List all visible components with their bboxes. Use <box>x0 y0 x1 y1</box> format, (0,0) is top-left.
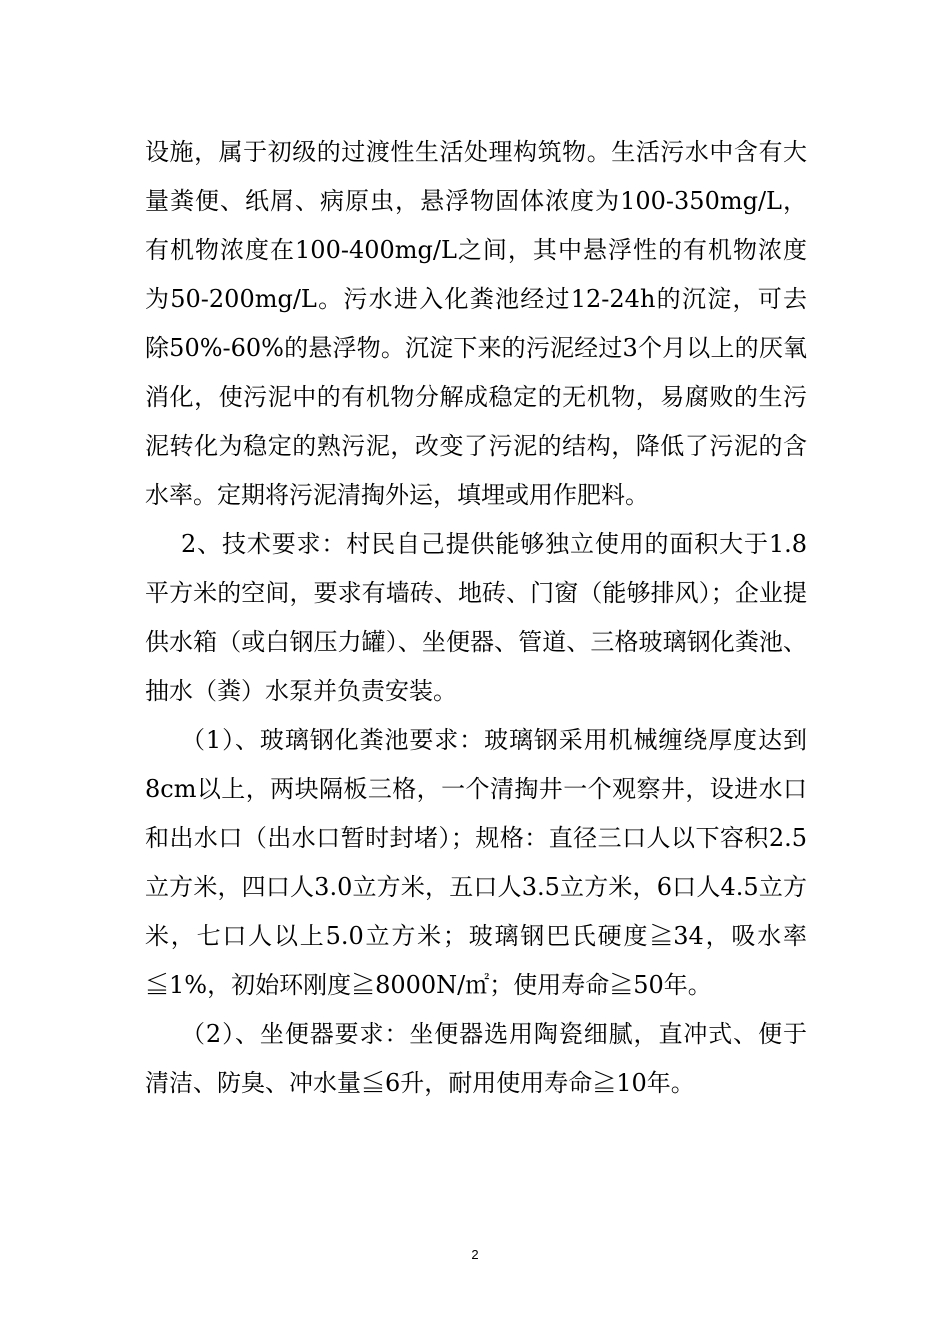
paragraph-continuation: 设施，属于初级的过渡性生活处理构筑物。生活污水中含有大量粪便、纸屑、病原虫，悬浮物固体浓度为100-350mg/L，有机物浓度在100-400mg/L之间，其中悬浮性的有机物浓度为50-200mg/L。污水进入化粪池经过12-24h的沉淀，可去除50%-60%的悬浮物。沉淀下来的污泥经过3个月以上的厌氧消化，使污泥中的有机物分解成稳定的无机物，易腐败的生污泥转化为稳定的熟污泥，改变了污泥的结构，降低了污泥的含水率。定期将污泥清掏外运，填埋或用作肥料。 <box>145 138 807 509</box>
page-body <box>145 128 807 1108</box>
paragraph-septic-tank-requirements: （1）、玻璃钢化粪池要求：玻璃钢采用机械缠绕厚度达到8cm以上，两块隔板三格，一个清掏井一个观察井，设进水口和出水口（出水口暂时封堵）；规格：直径三口人以下容积2.5立方米，四口人3.0立方米，五口人3.5立方米，6口人4.5立方米，七口人以上5.0立方米；玻璃钢巴氏硬度≧34，吸水率≦1%，初始环刚度≧8000N/㎡；使用寿命≧50年。 <box>145 726 807 999</box>
page-number: 2 <box>471 1247 479 1262</box>
paragraph-toilet-requirements: （2）、坐便器要求：坐便器选用陶瓷细腻，直冲式、便于清洁、防臭、冲水量≦6升，耐用使用寿命≧10年。 <box>145 1020 807 1097</box>
paragraph-technical-requirements: 2、技术要求：村民自己提供能够独立使用的面积大于1.8平方米的空间，要求有墙砖、地砖、门窗（能够排风）；企业提供水箱（或白钢压力罐）、坐便器、管道、三格玻璃钢化粪池、抽水（粪）水泵并负责安装。 <box>145 530 807 705</box>
